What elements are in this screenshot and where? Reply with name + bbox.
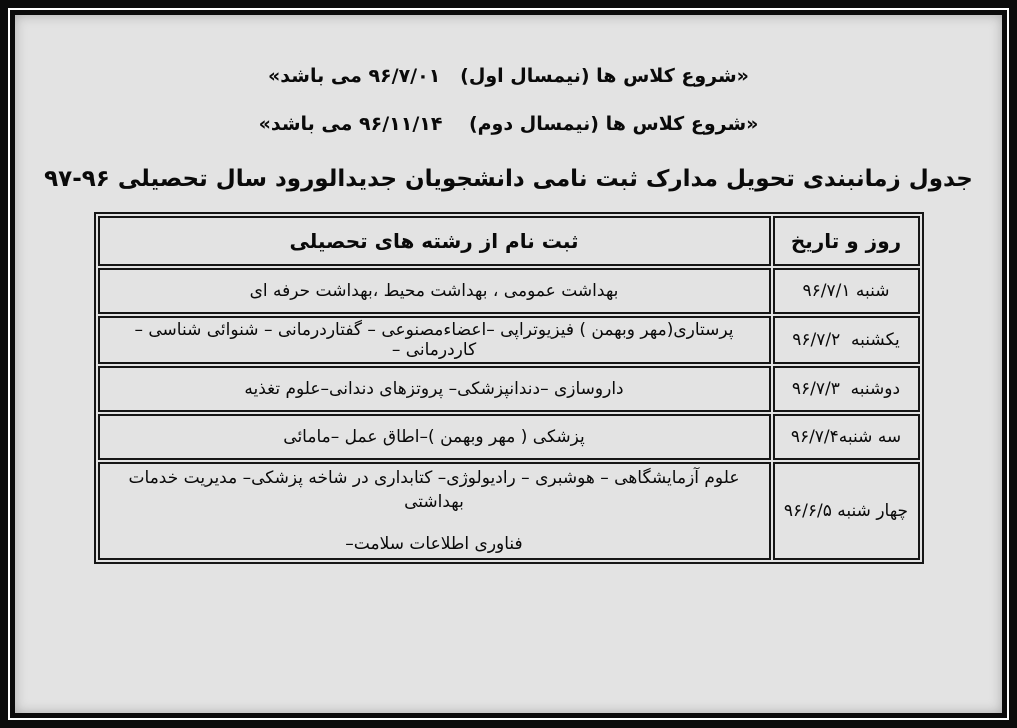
- table-row: [98, 462, 920, 560]
- column-header-fields: ثبت نام از رشته های تحصیلی: [98, 216, 771, 266]
- fields-line-2: فناوری اطلاعات سلامت–: [345, 534, 523, 554]
- fields-line-1: علوم آزمایشگاهی – هوشبری – رادیولوژی– کتابداری در شاخه پزشکی– مدیریت خدمات بهداشتی: [128, 468, 740, 512]
- table-row: [98, 414, 920, 460]
- fields-cell: پرستاری(مهر وبهمن ) فیزیوتراپی –اعضاءمصنوعی – گفتاردرمانی – شنوائی شناسی – کاردرمانی –: [98, 316, 771, 364]
- date-cell: شنبه ۹۶/۷/۱: [773, 268, 920, 314]
- header-row: [98, 216, 920, 266]
- fields-cell: بهداشت عمومی ، بهداشت محیط ،بهداشت حرفه ای: [98, 268, 771, 314]
- date-cell: چهار شنبه ۹۶/۶/۵: [773, 462, 920, 560]
- fields-cell: داروسازی –دندانپزشکی– پروتزهای دندانی–علوم تغذیه: [98, 366, 771, 412]
- table-row: [98, 366, 920, 412]
- semester1-start-note: «شروع کلاس ها (نیمسال اول) ۹۶/۷/۰۱ می باشد»: [268, 65, 749, 87]
- date-cell: سه شنبه۹۶/۷/۴: [773, 414, 920, 460]
- fields-cell: [98, 462, 771, 560]
- semester2-start-note: «شروع کلاس ها (نیمسال دوم) ۹۶/۱۱/۱۴ می باشد»: [258, 113, 759, 135]
- date-cell: دوشنبه ۹۶/۷/۳: [773, 366, 920, 412]
- schedule-table: [94, 212, 924, 564]
- fields-cell: پزشکی ( مهر وبهمن )–اطاق عمل –مامائی: [98, 414, 771, 460]
- content-area: [10, 10, 1007, 718]
- table-row: [98, 268, 920, 314]
- page-title: جدول زمانبندی تحویل مدارک ثبت نامی دانشجویان جدیدالورود سال تحصیلی ۹۶-۹۷: [44, 166, 973, 192]
- table-row: [98, 316, 920, 364]
- column-header-date: روز و تاریخ: [773, 216, 920, 266]
- date-cell: یکشنبه ۹۶/۷/۲: [773, 316, 920, 364]
